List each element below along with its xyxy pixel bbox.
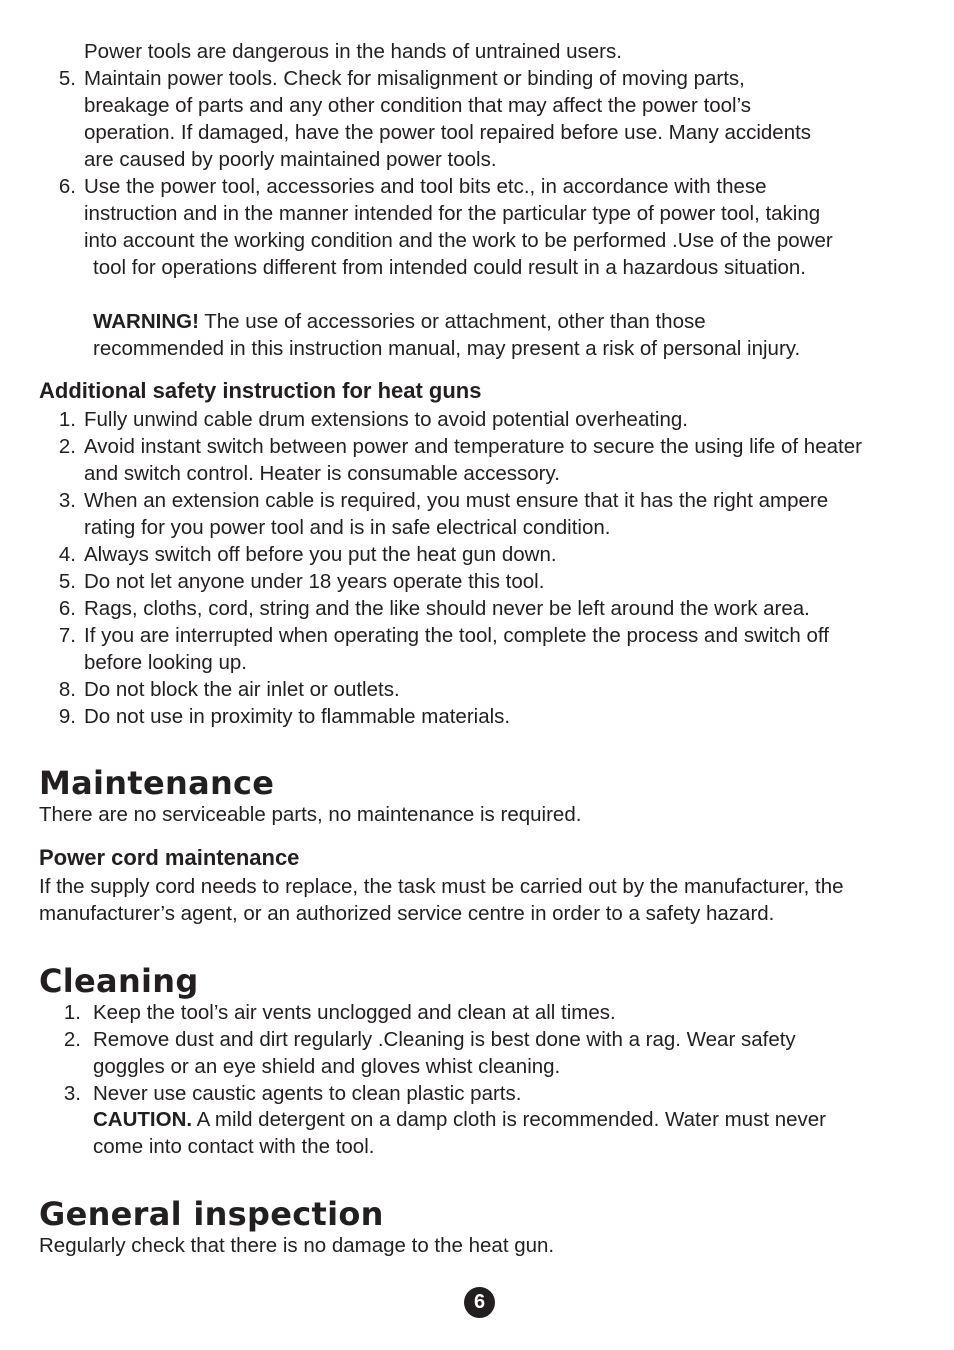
paragraph-line: If the supply cord needs to replace, the task must be carried out by the manufacturer, the [39,875,844,898]
list-item-line: Maintain power tools. Check for misalignment or binding of moving parts, [84,67,745,90]
list-number: 7. [58,624,76,647]
list-number: 6. [58,597,76,620]
warning-label: WARNING! [93,310,199,333]
section-heading-maintenance: Maintenance [39,764,275,802]
list-item-line: Do not let anyone under 18 years operate this tool. [84,570,545,593]
list-item-line: When an extension cable is required, you must ensure that it has the right ampere [84,489,829,512]
list-item-line: goggles or an eye shield and gloves whist cleaning. [93,1055,561,1078]
intro-tail: Power tools are dangerous in the hands of untrained users. [84,40,622,63]
list-item-line: Remove dust and dirt regularly .Cleaning is best done with a rag. Wear safety [93,1028,796,1051]
list-item-line: are caused by poorly maintained power tools. [84,148,497,171]
list-number: 5. [58,570,76,593]
list-number: 3. [63,1082,81,1105]
list-number: 6. [58,175,76,198]
list-item-line: Use the power tool, accessories and tool bits etc., in accordance with these [84,175,767,198]
paragraph: There are no serviceable parts, no maintenance is required. [39,803,582,826]
list-item-line: Rags, cloths, cord, string and the like should never be left around the work area. [84,597,810,620]
list-item-line: Avoid instant switch between power and temperature to secure the using life of heater [84,435,862,458]
list-item-line: before looking up. [84,651,247,674]
caution-note [93,1106,826,1133]
list-number: 2. [58,435,76,458]
section-heading-inspection: General inspection [39,1195,384,1233]
list-number: 8. [58,678,76,701]
paragraph-line: manufacturer’s agent, or an authorized service centre in order to a safety hazard. [39,902,775,925]
list-number: 5. [58,67,76,90]
list-number: 9. [58,705,76,728]
list-item-line: If you are interrupted when operating the tool, complete the process and switch off [84,624,829,647]
list-number: 1. [58,408,76,431]
warning-note [93,308,706,335]
list-number: 4. [58,543,76,566]
list-number: 2. [63,1028,81,1051]
list-number: 3. [58,489,76,512]
page-number-badge: 6 [464,1287,495,1318]
list-item-line: Always switch off before you put the heat gun down. [84,543,557,566]
list-item-line: Do not block the air inlet or outlets. [84,678,400,701]
list-item-line: Do not use in proximity to flammable materials. [84,705,511,728]
section-subheading: Additional safety instruction for heat guns [39,378,482,403]
list-item-line: Never use caustic agents to clean plastic parts. [93,1082,522,1105]
list-number: 1. [63,1001,81,1024]
list-item-line: tool for operations different from intended could result in a hazardous situation. [93,256,806,279]
paragraph: Regularly check that there is no damage to the heat gun. [39,1234,555,1257]
list-item-line: instruction and in the manner intended for the particular type of power tool, taking [84,202,821,225]
caution-text-line2: come into contact with the tool. [93,1135,375,1158]
list-item-line: and switch control. Heater is consumable accessory. [84,462,560,485]
caution-label: CAUTION. [93,1108,193,1131]
list-item-line: Fully unwind cable drum extensions to avoid potential overheating. [84,408,688,431]
list-item-line: rating for you power tool and is in safe electrical condition. [84,516,611,539]
list-item-line: breakage of parts and any other condition that may affect the power tool’s [84,94,752,117]
warning-text-line2: recommended in this instruction manual, may present a risk of personal injury. [93,337,801,360]
warning-text: The use of accessories or attachment, other than those [198,310,706,333]
section-heading-cleaning: Cleaning [39,962,199,1000]
section-subheading: Power cord maintenance [39,845,300,870]
caution-text: A mild detergent on a damp cloth is recommended. Water must never [192,1108,826,1131]
list-item-line: Keep the tool’s air vents unclogged and clean at all times. [93,1001,616,1024]
list-item-line: into account the working condition and the work to be performed .Use of the power [84,229,833,252]
list-item-line: operation. If damaged, have the power tool repaired before use. Many accidents [84,121,812,144]
